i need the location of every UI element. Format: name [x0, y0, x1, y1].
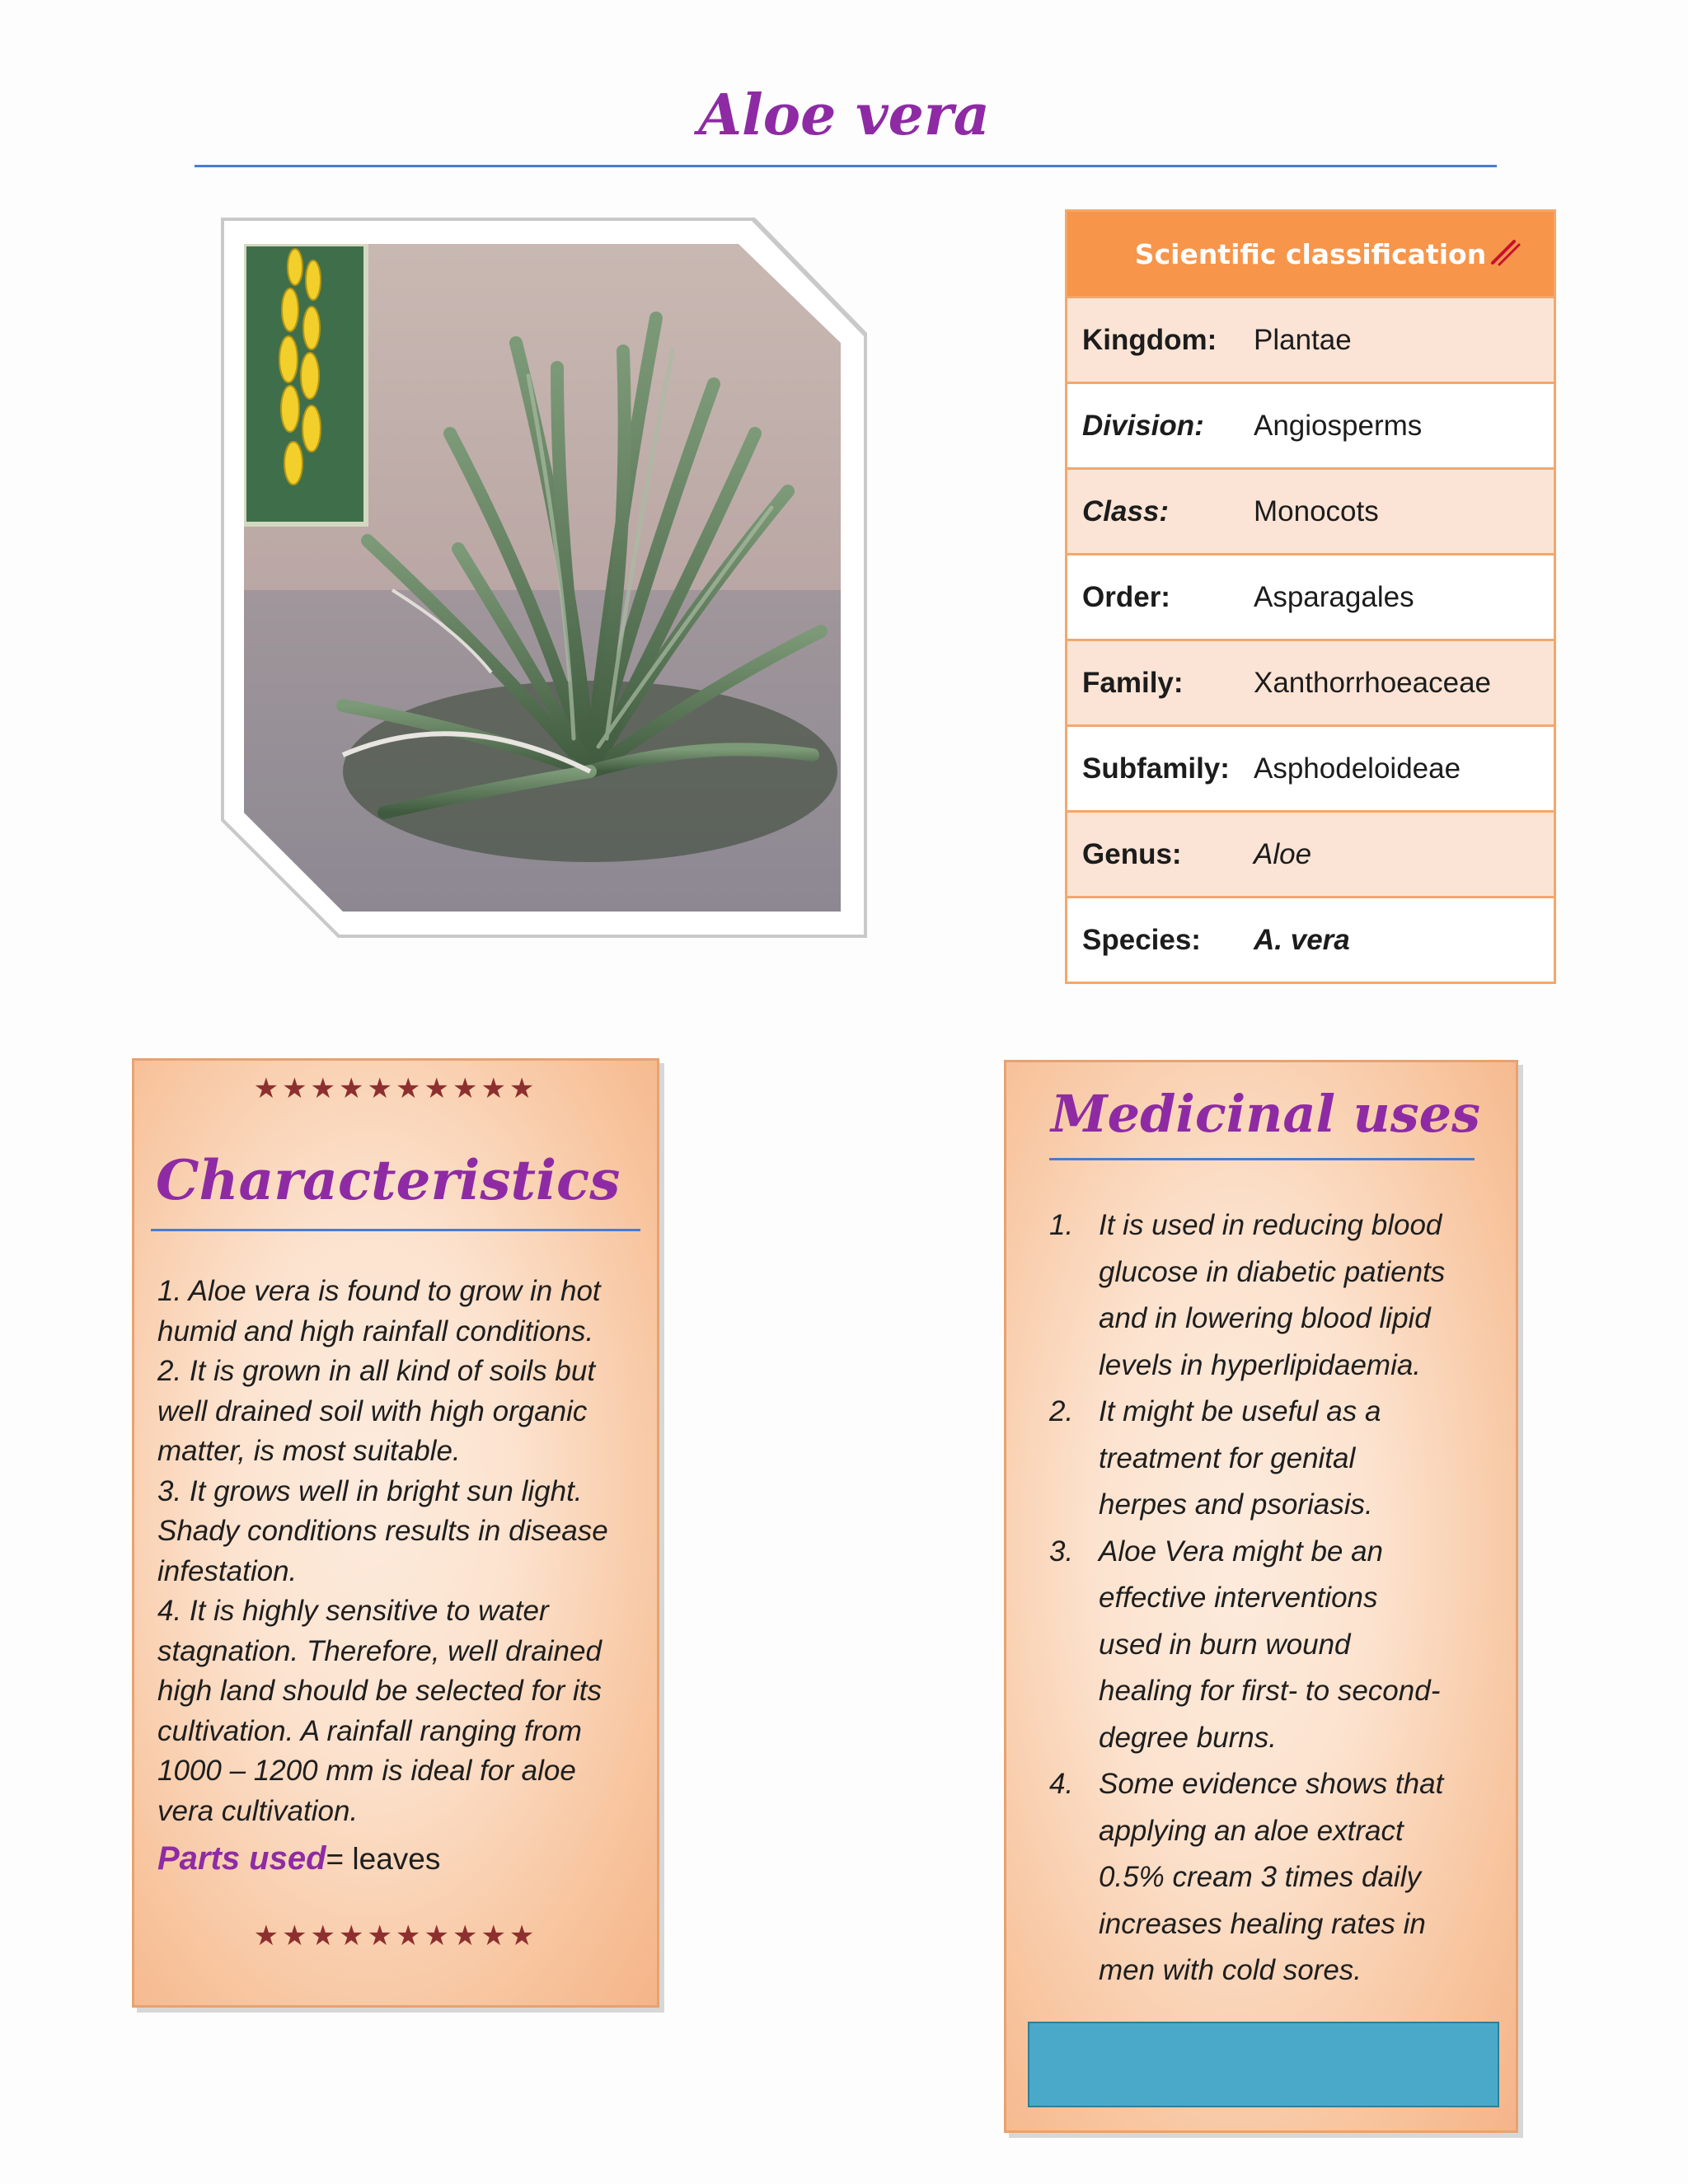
list-item-line: and in lowering blood lipid — [1099, 1302, 1431, 1334]
list-item — [1049, 1202, 1494, 1389]
list-item-line: 0.5% cream 3 times daily — [1099, 1861, 1421, 1893]
parts-used — [157, 1840, 440, 1877]
class-row-label: Species: — [1082, 923, 1201, 956]
class-row-label — [1067, 495, 1254, 528]
list-item-line: Aloe Vera might be an — [1099, 1535, 1384, 1568]
characteristics-line: high land should be selected for its — [157, 1675, 602, 1707]
list-item-number: 1. — [1049, 1209, 1074, 1241]
characteristics-line: well drained soil with high organic — [157, 1394, 588, 1427]
class-row-value: Xanthorrhoeaceae — [1254, 666, 1491, 699]
title-underline — [195, 165, 1497, 167]
list-item-line: levels in hyperlipidaemia. — [1099, 1348, 1422, 1381]
medicinal-uses-list — [1049, 1202, 1494, 1994]
list-item-number: 2. — [1049, 1395, 1074, 1427]
list-item — [1049, 1761, 1494, 1994]
medicinal-uses-rule — [1049, 1158, 1475, 1160]
list-item-line: applying an aloe extract — [1099, 1814, 1404, 1847]
list-item-text — [1099, 1761, 1494, 1994]
characteristics-line: matter, is most suitable. — [157, 1435, 461, 1467]
list-item — [1049, 1529, 1494, 1762]
characteristics-line: humid and high rainfall conditions. — [157, 1315, 594, 1347]
list-item-line: treatment for genital — [1099, 1441, 1356, 1474]
characteristics-line: Shady conditions results in disease — [157, 1515, 608, 1547]
list-item-line: increases healing rates in — [1099, 1907, 1426, 1940]
characteristics-line: vera cultivation. — [157, 1794, 359, 1827]
classification-header-label: Scientific classification — [1134, 237, 1487, 270]
list-item-line: men with cold sores. — [1099, 1954, 1362, 1986]
classification-table — [1065, 209, 1556, 984]
page-title: Aloe vera — [698, 82, 990, 148]
list-item-text — [1099, 1389, 1494, 1529]
stars-divider-bottom: ★★★★★★★★★★ — [253, 1919, 538, 1952]
class-row-division — [1067, 384, 1554, 470]
class-row-value: Asparagales — [1254, 580, 1414, 613]
class-row-label: Order: — [1082, 580, 1170, 613]
list-item-line: It is used in reducing blood — [1099, 1209, 1442, 1241]
list-item-line: used in burn wound — [1099, 1628, 1351, 1661]
list-item-line: herpes and psoriasis. — [1099, 1488, 1373, 1521]
medicinal-uses-panel — [1004, 1060, 1518, 2133]
class-row-kingdom — [1067, 298, 1554, 384]
characteristics-heading: Characteristics — [156, 1148, 621, 1212]
classification-header — [1067, 212, 1554, 298]
characteristics-rule — [151, 1229, 640, 1231]
blue-text-box — [1028, 2022, 1499, 2107]
class-row-species — [1067, 898, 1554, 982]
class-row-label: Genus: — [1082, 837, 1182, 870]
class-row-value: A. vera — [1254, 923, 1350, 956]
characteristics-line: 1. Aloe vera is found to grow in hot — [157, 1275, 601, 1307]
parts-used-value: = leaves — [326, 1842, 441, 1876]
list-item-text — [1099, 1202, 1494, 1389]
characteristics-line: 2. It is grown in all kind of soils but — [157, 1355, 596, 1387]
class-row-label-text: Class: — [1082, 494, 1170, 527]
pencil-icon — [1489, 237, 1522, 266]
list-item-line: Some evidence shows that — [1099, 1768, 1444, 1800]
characteristics-line: infestation. — [157, 1554, 298, 1587]
class-row-label: Kingdom: — [1082, 323, 1217, 356]
list-item-line: It might be useful as a — [1099, 1395, 1381, 1427]
list-item-number: 3. — [1049, 1535, 1074, 1568]
class-row-label: Subfamily: — [1082, 752, 1230, 785]
class-row-label-text: Division: — [1082, 409, 1204, 442]
characteristics-line: 3. It grows well in bright sun light. — [157, 1474, 583, 1507]
medicinal-uses-heading: Medicinal uses — [1051, 1084, 1481, 1144]
list-item-line: glucose in diabetic patients — [1099, 1255, 1446, 1288]
list-item — [1049, 1389, 1494, 1529]
class-row-genus — [1067, 813, 1554, 898]
characteristics-line: stagnation. Therefore, well drained — [157, 1634, 602, 1667]
class-row-class — [1067, 470, 1554, 555]
class-row-order — [1067, 555, 1554, 641]
parts-used-label: Parts used — [157, 1840, 326, 1877]
class-row-value: Asphodeloideae — [1254, 752, 1461, 785]
class-row-subfamily — [1067, 727, 1554, 813]
list-item-number: 4. — [1049, 1768, 1074, 1800]
list-item-text — [1099, 1529, 1494, 1762]
class-row-value: Angiosperms — [1254, 409, 1423, 442]
class-row-label: Family: — [1082, 666, 1184, 699]
characteristics-line: 4. It is highly sensitive to water — [157, 1595, 549, 1627]
list-item-line: degree burns. — [1099, 1721, 1277, 1754]
aloe-plant-photo — [244, 244, 841, 912]
characteristics-panel — [132, 1058, 659, 2008]
characteristics-line: 1000 – 1200 mm is ideal for aloe — [157, 1755, 576, 1787]
list-item-line: effective interventions — [1099, 1582, 1378, 1614]
class-row-value: Aloe — [1254, 837, 1312, 870]
characteristics-line: cultivation. A rainfall ranging from — [157, 1714, 582, 1747]
stars-divider-top: ★★★★★★★★★★ — [253, 1072, 538, 1105]
characteristics-text — [157, 1272, 635, 1831]
class-row-value: Plantae — [1254, 323, 1352, 356]
class-row-label — [1067, 410, 1254, 443]
class-row-value: Monocots — [1254, 494, 1379, 527]
class-row-family — [1067, 641, 1554, 727]
list-item-line: healing for first- to second- — [1099, 1675, 1441, 1707]
